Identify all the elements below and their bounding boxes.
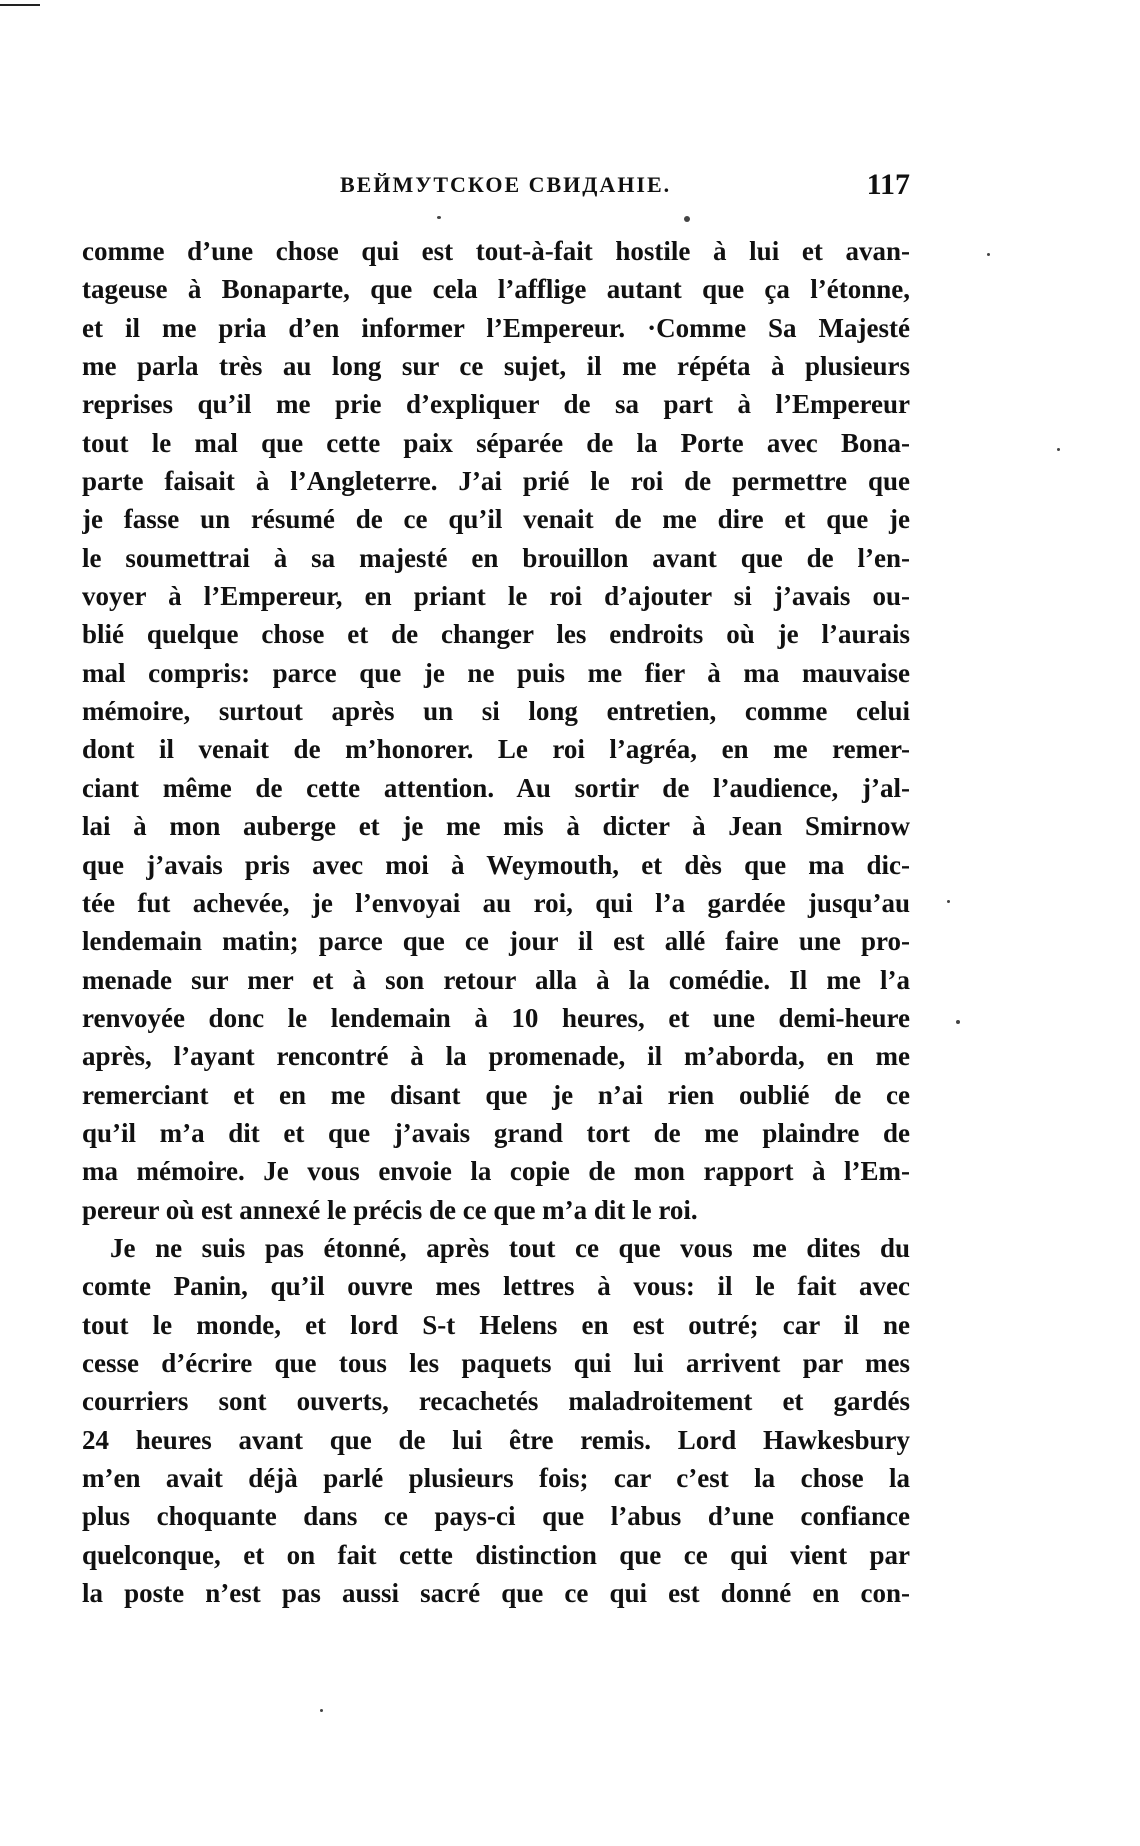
scan-speck (956, 1020, 960, 1024)
text-line: plus choquante dans ce pays-ci que l’abus d’une confiance (82, 1501, 910, 1532)
page-number: 117 (866, 168, 910, 201)
scan-speck (437, 216, 441, 219)
text-line: menade sur mer et à son retour alla à la comédie. Il me l’a (82, 964, 910, 995)
text-line: cesse d’écrire que tous les paquets qui lui arrivent par mes (82, 1347, 910, 1378)
paragraph-end-line: pereur où est annexé le précis de ce que m’a dit le roi. (82, 1194, 698, 1225)
page-header (82, 168, 910, 204)
text-line: me parla très au long sur ce sujet, il me répéta à plusieurs (82, 351, 910, 382)
text-line: parte faisait à l’Angleterre. J’ai prié le roi de permettre que (82, 466, 910, 497)
text-line: blié quelque chose et de changer les endroits où je l’aurais (82, 619, 910, 650)
scan-speck (320, 1709, 323, 1712)
text-line: lai à mon auberge et je me mis à dicter à Jean Smirnow (82, 811, 910, 842)
body-text (82, 232, 910, 1612)
text-line: je fasse un résumé de ce qu’il venait de me dire et que je (82, 504, 910, 535)
text-line: et il me pria d’en informer l’Empereur. ·Comme Sa Majesté (82, 312, 910, 343)
text-line: reprises qu’il me prie d’expliquer de sa part à l’Empereur (82, 389, 910, 420)
text-line: quelconque, et on fait cette distinction que ce qui vient par (82, 1539, 910, 1570)
text-line: mémoire, surtout après un si long entretien, comme celui (82, 696, 910, 727)
paragraph-start-line: Je ne suis pas étonné, après tout ce que vous me dites du (110, 1232, 910, 1263)
text-line: tageuse à Bonaparte, que cela l’afflige autant que ça l’étonne, (82, 274, 910, 305)
text-line: comme d’une chose qui est tout-à-fait hostile à lui et avan- (82, 236, 910, 266)
scan-edge-mark (0, 4, 40, 6)
text-line: le soumettrai à sa majesté en brouillon avant que de l’en- (82, 542, 910, 573)
text-line: tée fut achevée, je l’envoyai au roi, qui l’a gardée jusqu’au (82, 887, 910, 918)
scan-speck (987, 253, 990, 256)
text-line: lendemain matin; parce que ce jour il est allé faire une pro- (82, 926, 910, 957)
text-line: courriers sont ouverts, recachetés maladroitement et gardés (82, 1386, 910, 1417)
scan-speck (1057, 448, 1060, 451)
scan-speck (684, 216, 690, 222)
text-line: comte Panin, qu’il ouvre mes lettres à vous: il le fait avec (82, 1271, 910, 1302)
text-line: la poste n’est pas aussi sacré que ce qui est donné en con- (82, 1578, 910, 1609)
text-line: après, l’ayant rencontré à la promenade, il m’aborda, en me (82, 1041, 910, 1072)
text-line: voyer à l’Empereur, en priant le roi d’ajouter si j’avais ou- (82, 581, 910, 612)
text-line: tout le monde, et lord S-t Helens en est outré; car il ne (82, 1309, 910, 1340)
text-line: renvoyée donc le lendemain à 10 heures, et une demi-heure (82, 1002, 910, 1033)
text-line: 24 heures avant que de lui être remis. Lord Hawkesbury (82, 1424, 910, 1455)
text-line: m’en avait déjà parlé plusieurs fois; car c’est la chose la (82, 1463, 910, 1493)
text-line: ma mémoire. Je vous envoie la copie de mon rapport à l’Em- (82, 1156, 910, 1187)
running-title: ВЕЙМУТСКОЕ СВИДАНІЕ. (340, 172, 672, 197)
text-line: remerciant et en me disant que je n’ai rien oublié de ce (82, 1079, 910, 1110)
text-line: dont il venait de m’honorer. Le roi l’agréa, en me remer- (82, 734, 910, 765)
text-line: mal compris: parce que je ne puis me fier à ma mauvaise (82, 657, 910, 688)
text-line: que j’avais pris avec moi à Weymouth, et dès que ma dic- (82, 849, 910, 880)
text-line: ciant même de cette attention. Au sortir de l’audience, j’al- (82, 772, 910, 803)
text-line: tout le mal que cette paix séparée de la Porte avec Bona- (82, 427, 910, 458)
text-line: qu’il m’a dit et que j’avais grand tort de me plaindre de (82, 1117, 910, 1148)
scan-speck (947, 900, 950, 903)
